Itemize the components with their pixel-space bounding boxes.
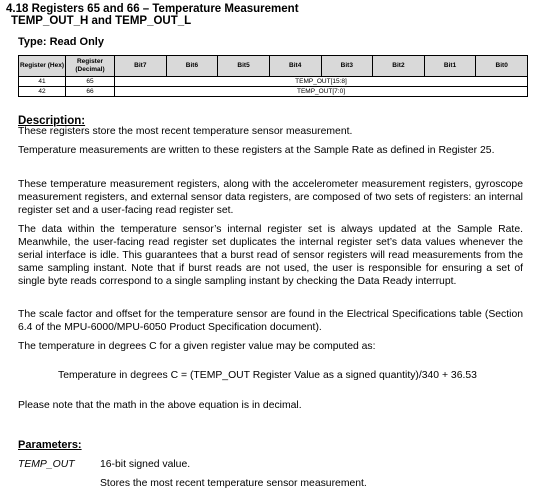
temperature-formula: Temperature in degrees C = (TEMP_OUT Register Value as a signed quantity)/340 + 36.53 [58,370,477,381]
header-bit7: Bit7 [115,56,167,77]
parameter-description-2: Stores the most recent temperature sensor measurement. [100,478,367,489]
cell-hex: 41 [19,77,66,87]
table-row [19,77,528,87]
paragraph-5: The scale factor and offset for the temperature sensor are found in the Electrical Specifications table (Section 6.4 of the MPU-6000/MPU-6050 Product Specification document). [18,309,523,333]
header-bit5: Bit5 [218,56,270,77]
header-bit4: Bit4 [269,56,321,77]
header-bit1: Bit1 [424,56,476,77]
cell-decimal: 65 [66,77,115,87]
paragraph-4: The data within the temperature sensor’s internal register set is always updated at the Sample Rate. Meanwhile, the user-facing read register set duplicates the internal register set’s data values whenever the serial interface is idle. This guarantees that a burst read of sensor registers will read measurements from the same sampling instant. Note that if burst reads are not used, the user is responsible for ensuring a set of single byte reads correspond to a single sampling instant by checking the Data Ready interrupt. [18,224,523,287]
header-bit0: Bit0 [476,56,528,77]
section-heading: 4.18 Registers 65 and 66 – Temperature Measurement [6,3,299,15]
table-row [19,87,528,97]
register-table [18,55,528,97]
parameters-heading: Parameters: [18,439,82,451]
header-bit3: Bit3 [321,56,373,77]
header-bit6: Bit6 [166,56,218,77]
header-register-decimal: Register (Decimal) [66,56,115,77]
description-heading: Description: [18,115,86,127]
paragraph-3: These temperature measurement registers, along with the accelerometer measurement registers, gyroscope measurement registers, and external sensor data registers, are composed of two sets of registers: an internal register set and a user-facing read register set. [18,179,523,216]
table-header-row [19,56,528,77]
parameter-description-1: 16-bit signed value. [100,459,191,470]
parameter-name: TEMP_OUT [18,459,75,470]
header-bit2: Bit2 [373,56,425,77]
decimal-note: Please note that the math in the above equation is in decimal. [18,400,302,411]
type-label: Type: Read Only [18,36,104,48]
register-names: TEMP_OUT_H and TEMP_OUT_L [11,15,192,27]
paragraph-6: The temperature in degrees C for a given register value may be computed as: [18,341,376,352]
header-register-hex: Register (Hex) [19,56,66,77]
cell-decimal: 66 [66,87,115,97]
paragraph-1: These registers store the most recent temperature sensor measurement. [18,126,353,137]
paragraph-2: Temperature measurements are written to these registers at the Sample Rate as defined in Register 25. [18,145,495,156]
cell-hex: 42 [19,87,66,97]
cell-field: TEMP_OUT[15:8] [115,77,528,87]
cell-field: TEMP_OUT[7:0] [115,87,528,97]
